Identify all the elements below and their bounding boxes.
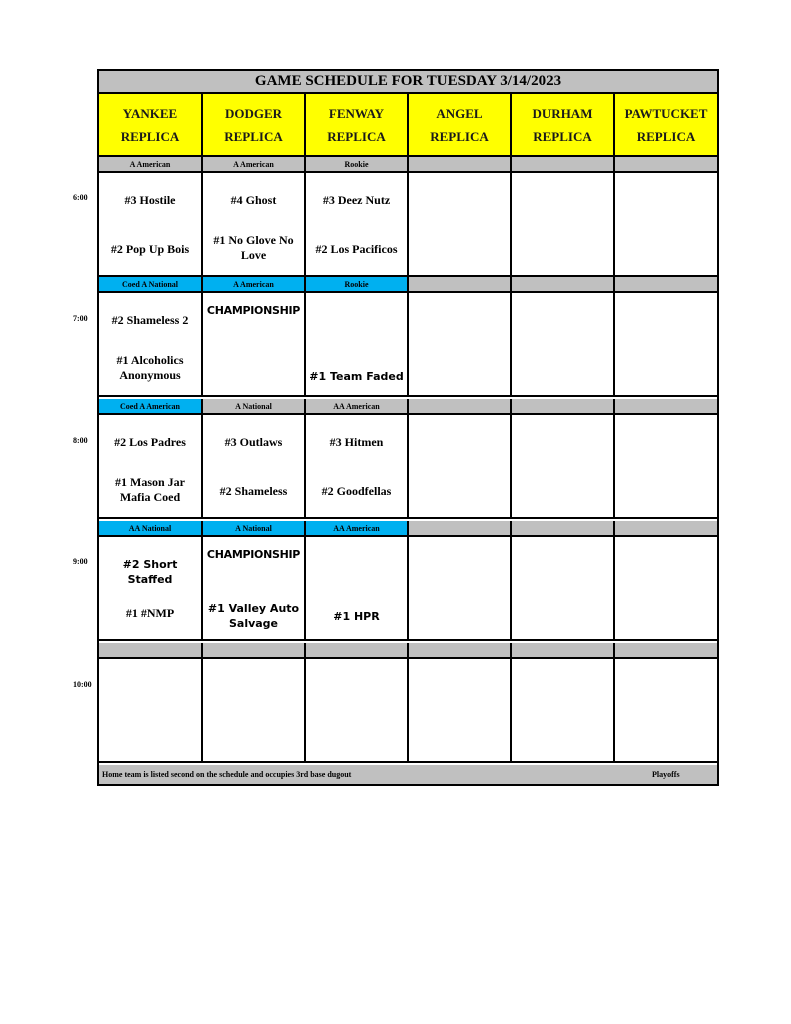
time-label: 6:00 bbox=[73, 193, 88, 202]
game-cell bbox=[512, 537, 615, 639]
time-label: 8:00 bbox=[73, 436, 88, 445]
field-name: DURHAM bbox=[532, 106, 593, 121]
division-label bbox=[409, 399, 512, 413]
home-team: #2 Shameless bbox=[219, 484, 288, 498]
playoffs-label: Playoffs bbox=[652, 770, 680, 779]
division-label bbox=[409, 643, 512, 657]
field-sub: REPLICA bbox=[120, 129, 180, 144]
game-cell bbox=[512, 293, 615, 395]
division-label: Coed A National bbox=[99, 277, 203, 291]
away-team: #2 Short Staffed bbox=[122, 558, 178, 586]
division-label: Coed A American bbox=[99, 399, 203, 413]
division-label bbox=[512, 277, 615, 291]
game-cell bbox=[512, 659, 615, 761]
field-header-row bbox=[99, 94, 717, 157]
home-team: #1 Mason Jar Mafia Coed bbox=[115, 475, 185, 504]
game-cell bbox=[99, 415, 203, 517]
field-sub: REPLICA bbox=[533, 129, 592, 144]
field-name: FENWAY bbox=[328, 106, 385, 121]
championship-label: CHAMPIONSHIP bbox=[206, 548, 301, 561]
division-label: A National bbox=[203, 521, 306, 535]
division-label bbox=[615, 157, 717, 171]
game-cell bbox=[203, 293, 306, 395]
game-cell bbox=[615, 173, 717, 275]
away-team: #2 Los Padres bbox=[114, 435, 186, 449]
field-header-yankee bbox=[99, 94, 203, 155]
game-cell bbox=[409, 293, 512, 395]
division-label: A American bbox=[203, 277, 306, 291]
away-team: #3 Hitmen bbox=[329, 435, 384, 449]
time-label: 7:00 bbox=[73, 314, 88, 323]
game-cell bbox=[512, 415, 615, 517]
away-team: #3 Deez Nutz bbox=[322, 193, 391, 207]
away-team: #2 Shameless 2 bbox=[111, 313, 189, 327]
division-label bbox=[203, 643, 306, 657]
field-sub: REPLICA bbox=[636, 129, 696, 144]
game-cell bbox=[409, 415, 512, 517]
home-team: #1 #NMP bbox=[125, 606, 175, 620]
division-label bbox=[512, 157, 615, 171]
division-label: A American bbox=[203, 157, 306, 171]
field-name: YANKEE bbox=[122, 106, 178, 121]
home-team: #1 Valley Auto Salvage bbox=[207, 602, 300, 630]
home-team-note: Home team is listed second on the schedule and occupies 3rd base dugout bbox=[102, 770, 352, 779]
field-name: ANGEL bbox=[436, 106, 483, 121]
game-cell bbox=[306, 659, 409, 761]
schedule-footer bbox=[99, 765, 717, 784]
division-row bbox=[99, 277, 717, 293]
division-label bbox=[409, 521, 512, 535]
home-team: #1 Team Faded bbox=[309, 370, 404, 383]
division-label: A National bbox=[203, 399, 306, 413]
home-team: #2 Pop Up Bois bbox=[110, 242, 190, 256]
division-label bbox=[512, 521, 615, 535]
division-label bbox=[512, 643, 615, 657]
game-cell bbox=[306, 173, 409, 275]
game-cell bbox=[615, 659, 717, 761]
home-team: #2 Los Pacificos bbox=[315, 242, 398, 256]
field-header-dodger bbox=[203, 94, 306, 155]
game-cell bbox=[615, 415, 717, 517]
game-cell bbox=[409, 659, 512, 761]
game-cell bbox=[99, 659, 203, 761]
field-sub: REPLICA bbox=[327, 129, 386, 144]
game-cell bbox=[615, 293, 717, 395]
schedule-table bbox=[97, 69, 719, 786]
division-label: Rookie bbox=[306, 157, 409, 171]
division-label bbox=[615, 399, 717, 413]
time-slot-row bbox=[99, 293, 717, 397]
away-team: #4 Ghost bbox=[230, 193, 277, 207]
division-label bbox=[615, 521, 717, 535]
away-team: #3 Outlaws bbox=[224, 435, 283, 449]
home-team: #1 No Glove No Love bbox=[213, 233, 294, 262]
field-name: DODGER bbox=[224, 106, 283, 121]
field-header-angel bbox=[409, 94, 512, 155]
game-cell bbox=[99, 293, 203, 395]
game-cell bbox=[99, 537, 203, 639]
division-label: A American bbox=[99, 157, 203, 171]
division-label bbox=[409, 277, 512, 291]
field-header-fenway bbox=[306, 94, 409, 155]
away-team: #3 Hostile bbox=[124, 193, 176, 207]
game-cell bbox=[409, 537, 512, 639]
game-cell bbox=[306, 293, 409, 395]
game-cell bbox=[203, 537, 306, 639]
division-label bbox=[615, 643, 717, 657]
schedule-title: GAME SCHEDULE FOR TUESDAY 3/14/2023 bbox=[99, 71, 717, 94]
championship-label: CHAMPIONSHIP bbox=[206, 304, 301, 317]
game-cell bbox=[512, 173, 615, 275]
game-cell bbox=[306, 537, 409, 639]
division-label: AA American bbox=[306, 399, 409, 413]
division-label bbox=[615, 277, 717, 291]
game-cell bbox=[203, 415, 306, 517]
time-slot-row bbox=[99, 537, 717, 641]
time-slot-row bbox=[99, 415, 717, 519]
time-label: 9:00 bbox=[73, 557, 88, 566]
division-row bbox=[99, 399, 717, 415]
division-label bbox=[306, 643, 409, 657]
division-label: Rookie bbox=[306, 277, 409, 291]
division-label bbox=[512, 399, 615, 413]
game-cell bbox=[203, 659, 306, 761]
game-cell bbox=[409, 173, 512, 275]
field-header-durham bbox=[512, 94, 615, 155]
game-cell bbox=[306, 415, 409, 517]
division-row bbox=[99, 521, 717, 537]
game-cell bbox=[99, 173, 203, 275]
division-label bbox=[409, 157, 512, 171]
game-cell bbox=[615, 537, 717, 639]
field-sub: REPLICA bbox=[224, 129, 283, 144]
home-team: #1 HPR bbox=[333, 610, 380, 623]
game-cell bbox=[203, 173, 306, 275]
division-row bbox=[99, 157, 717, 173]
division-label: AA American bbox=[306, 521, 409, 535]
division-label bbox=[99, 643, 203, 657]
home-team: #2 Goodfellas bbox=[321, 484, 392, 498]
division-label: AA National bbox=[99, 521, 203, 535]
field-header-pawtucket bbox=[615, 94, 717, 155]
division-row bbox=[99, 643, 717, 659]
field-name: PAWTUCKET bbox=[624, 106, 708, 121]
time-slot-row bbox=[99, 173, 717, 277]
home-team: #1 Alcoholics Anonymous bbox=[116, 353, 184, 382]
time-slot-row bbox=[99, 659, 717, 763]
time-label: 10:00 bbox=[73, 680, 92, 689]
field-sub: REPLICA bbox=[430, 129, 489, 144]
